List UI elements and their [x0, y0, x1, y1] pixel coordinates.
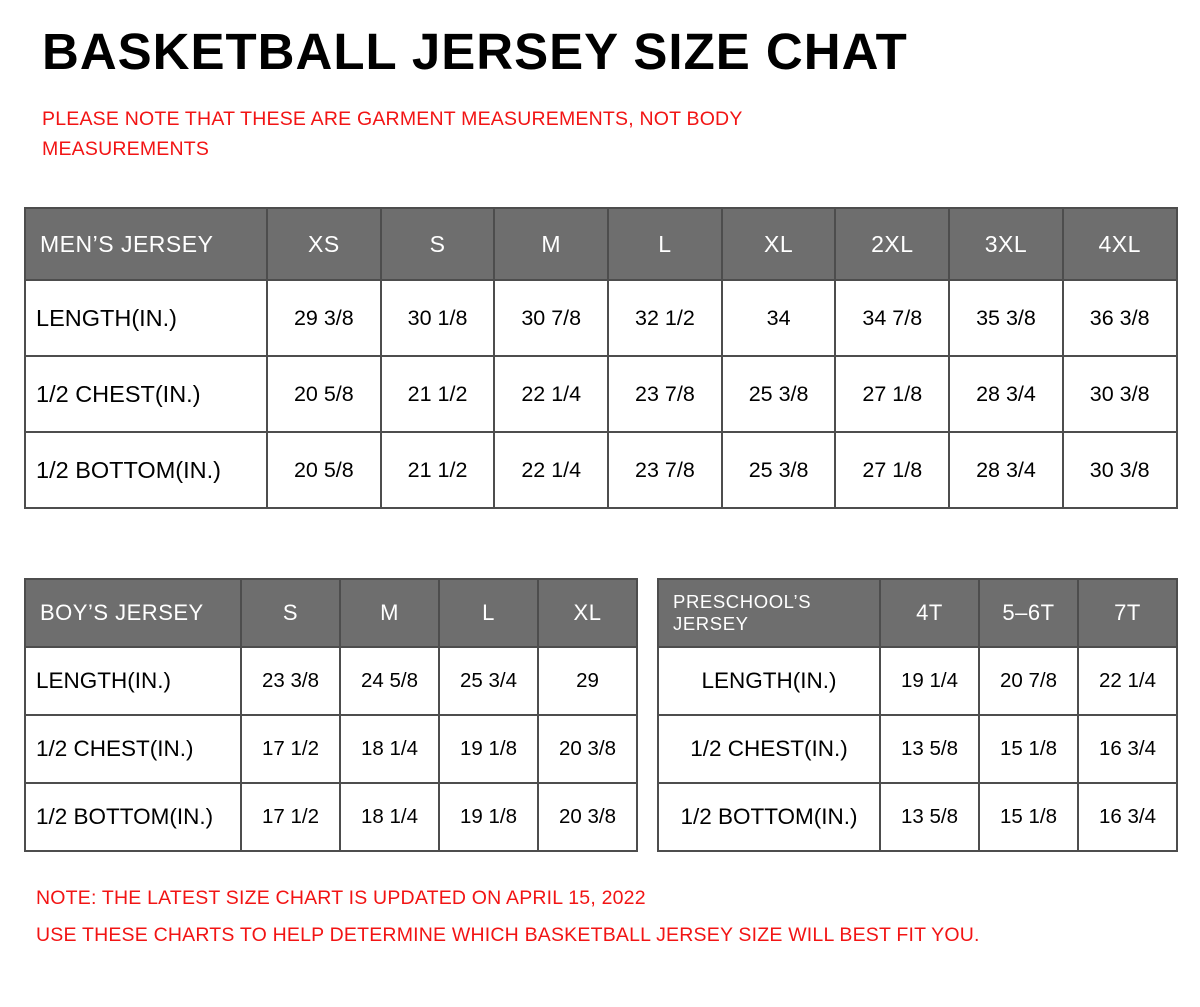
table-cell: 20 3/8: [538, 715, 637, 783]
table-cell: 21 1/2: [381, 356, 495, 432]
table-header-label: MEN’S JERSEY: [25, 208, 267, 280]
table-cell: 17 1/2: [241, 783, 340, 851]
table-cell: 30 3/8: [1063, 356, 1177, 432]
table-row: [25, 783, 637, 851]
table-header-row: [25, 579, 637, 647]
table-cell: 22 1/4: [494, 356, 608, 432]
row-label: 1/2 BOTTOM(IN.): [25, 432, 267, 508]
table-cell: 18 1/4: [340, 783, 439, 851]
column-header: XL: [538, 579, 637, 647]
table-cell: 23 7/8: [608, 432, 722, 508]
table-cell: 32 1/2: [608, 280, 722, 356]
table-row: [658, 783, 1177, 851]
table-row: [658, 647, 1177, 715]
table-header-row: [658, 579, 1177, 647]
row-label: 1/2 CHEST(IN.): [25, 356, 267, 432]
table-cell: 27 1/8: [835, 432, 949, 508]
footnote-usage-hint: USE THESE CHARTS TO HELP DETERMINE WHICH BASKETBALL JERSEY SIZE WILL BEST FIT YOU.: [36, 924, 980, 947]
table-cell: 24 5/8: [340, 647, 439, 715]
row-label: 1/2 BOTTOM(IN.): [25, 783, 241, 851]
table-cell: 35 3/8: [949, 280, 1063, 356]
table-cell: 19 1/4: [880, 647, 979, 715]
table-cell: 30 7/8: [494, 280, 608, 356]
table-row: [25, 715, 637, 783]
table-cell: 21 1/2: [381, 432, 495, 508]
footnotes: [36, 880, 1156, 954]
table-cell: 25 3/4: [439, 647, 538, 715]
table-cell: 20 5/8: [267, 356, 381, 432]
row-label: 1/2 CHEST(IN.): [658, 715, 880, 783]
row-label: LENGTH(IN.): [25, 647, 241, 715]
table-cell: 19 1/8: [439, 715, 538, 783]
column-header: L: [439, 579, 538, 647]
column-header: XL: [722, 208, 836, 280]
table-cell: 22 1/4: [1078, 647, 1177, 715]
row-label: LENGTH(IN.): [658, 647, 880, 715]
column-header: 7T: [1078, 579, 1177, 647]
table-cell: 16 3/4: [1078, 715, 1177, 783]
table-cell: 29 3/8: [267, 280, 381, 356]
table-header-label: BOY’S JERSEY: [25, 579, 241, 647]
column-header: 3XL: [949, 208, 1063, 280]
table-header-row: [25, 208, 1177, 280]
table-row: [25, 432, 1177, 508]
boys-jersey-size-table: [24, 578, 638, 852]
column-header: 4XL: [1063, 208, 1177, 280]
table-cell: 15 1/8: [979, 783, 1078, 851]
column-header: XS: [267, 208, 381, 280]
column-header: S: [241, 579, 340, 647]
table-header-label: PRESCHOOL’S JERSEY: [658, 579, 880, 647]
table-cell: 13 5/8: [880, 783, 979, 851]
table-cell: 27 1/8: [835, 356, 949, 432]
table-cell: 20 7/8: [979, 647, 1078, 715]
footnote-update-date: NOTE: THE LATEST SIZE CHART IS UPDATED ON APRIL 15, 2022: [36, 887, 646, 909]
table-cell: 16 3/4: [1078, 783, 1177, 851]
table-cell: 23 3/8: [241, 647, 340, 715]
preschool-jersey-size-table: [657, 578, 1178, 852]
column-header: M: [340, 579, 439, 647]
table-cell: 30 1/8: [381, 280, 495, 356]
column-header: 2XL: [835, 208, 949, 280]
table-cell: 28 3/4: [949, 432, 1063, 508]
table-row: [25, 280, 1177, 356]
table-row: [25, 647, 637, 715]
row-label: 1/2 BOTTOM(IN.): [658, 783, 880, 851]
table-cell: 34: [722, 280, 836, 356]
page-title: BASKETBALL JERSEY SIZE CHAT: [42, 23, 908, 80]
table-cell: 22 1/4: [494, 432, 608, 508]
table-row: [25, 356, 1177, 432]
table-cell: 23 7/8: [608, 356, 722, 432]
measurement-notice: PLEASE NOTE THAT THESE ARE GARMENT MEASUREMENTS, NOT BODY MEASUREMENTS: [42, 108, 743, 161]
table-cell: 34 7/8: [835, 280, 949, 356]
table-cell: 18 1/4: [340, 715, 439, 783]
table-cell: 15 1/8: [979, 715, 1078, 783]
table-cell: 17 1/2: [241, 715, 340, 783]
row-label: 1/2 CHEST(IN.): [25, 715, 241, 783]
table-cell: 25 3/8: [722, 356, 836, 432]
column-header: M: [494, 208, 608, 280]
column-header: 4T: [880, 579, 979, 647]
table-cell: 20 3/8: [538, 783, 637, 851]
column-header: L: [608, 208, 722, 280]
table-cell: 20 5/8: [267, 432, 381, 508]
table-cell: 30 3/8: [1063, 432, 1177, 508]
column-header: 5–6T: [979, 579, 1078, 647]
row-label: LENGTH(IN.): [25, 280, 267, 356]
mens-jersey-size-table: [24, 207, 1178, 509]
table-row: [658, 715, 1177, 783]
table-cell: 36 3/8: [1063, 280, 1177, 356]
table-cell: 13 5/8: [880, 715, 979, 783]
table-cell: 19 1/8: [439, 783, 538, 851]
table-cell: 28 3/4: [949, 356, 1063, 432]
column-header: S: [381, 208, 495, 280]
table-cell: 29: [538, 647, 637, 715]
table-cell: 25 3/8: [722, 432, 836, 508]
